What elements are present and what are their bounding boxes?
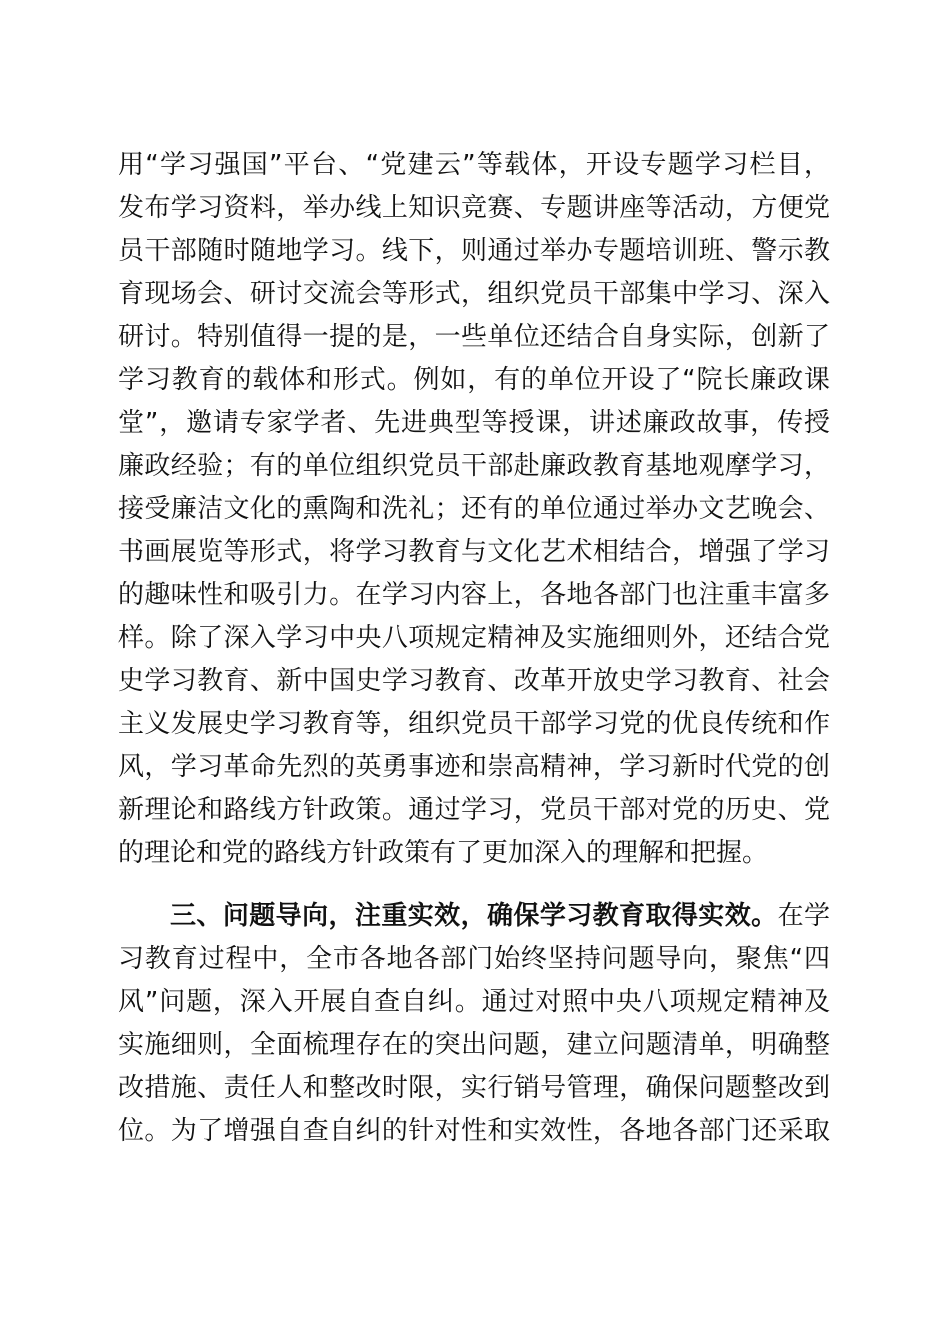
- body-line: 接受廉洁文化的熏陶和洗礼；还有的单位通过举办文艺晚会、: [118, 494, 830, 524]
- body-line: 改措施、责任人和整改时限，实行销号管理，确保问题整改到: [118, 1073, 830, 1103]
- body-line: 员干部随时随地学习。线下，则通过举办专题培训班、警示教: [118, 236, 830, 266]
- section-heading-line: [170, 899, 830, 933]
- body-line: 的理论和党的路线方针政策有了更加深入的理解和把握。: [118, 838, 769, 868]
- body-line: 学习教育的载体和形式。例如，有的单位开设了“院长廉政课: [118, 365, 830, 395]
- body-line: 育现场会、研讨交流会等形式，组织党员干部集中学习、深入: [118, 279, 830, 309]
- body-line: 新理论和路线方针政策。通过学习，党员干部对党的历史、党: [118, 795, 830, 825]
- body-line: 堂”，邀请专家学者、先进典型等授课，讲述廉政故事，传授: [118, 408, 830, 438]
- body-line: 主义发展史学习教育等，组织党员干部学习党的优良传统和作: [118, 709, 830, 739]
- body-line: 实施细则，全面梳理存在的突出问题，建立问题清单，明确整: [118, 1030, 830, 1060]
- body-line: 研讨。特别值得一提的是，一些单位还结合自身实际，创新了: [118, 322, 830, 352]
- body-line: 风”问题，深入开展自查自纠。通过对照中央八项规定精神及: [118, 987, 830, 1017]
- body-line: 廉政经验；有的单位组织党员干部赴廉政教育基地观摩学习，: [118, 451, 830, 481]
- body-line: 书画展览等形式，将学习教育与文化艺术相结合，增强了学习: [118, 537, 830, 567]
- body-line: 发布学习资料，举办线上知识竞赛、专题讲座等活动，方便党: [118, 193, 830, 223]
- body-line: 用“学习强国”平台、“党建云”等载体，开设专题学习栏目，: [118, 150, 830, 180]
- heading-tail-text: 在学: [777, 901, 830, 931]
- section-heading: 三、问题导向，注重实效，确保学习教育取得实效。: [170, 901, 778, 931]
- body-line: 风，学习革命先烈的英勇事迹和崇高精神，学习新时代党的创: [118, 752, 830, 782]
- body-line: 习教育过程中，全市各地各部门始终坚持问题导向，聚焦“四: [118, 944, 830, 974]
- body-line: 样。除了深入学习中央八项规定精神及实施细则外，还结合党: [118, 623, 830, 653]
- body-line: 史学习教育、新中国史学习教育、改革开放史学习教育、社会: [118, 666, 830, 696]
- body-line: 的趣味性和吸引力。在学习内容上，各地各部门也注重丰富多: [118, 580, 830, 610]
- body-line: 位。为了增强自查自纠的针对性和实效性，各地各部门还采取: [118, 1116, 830, 1146]
